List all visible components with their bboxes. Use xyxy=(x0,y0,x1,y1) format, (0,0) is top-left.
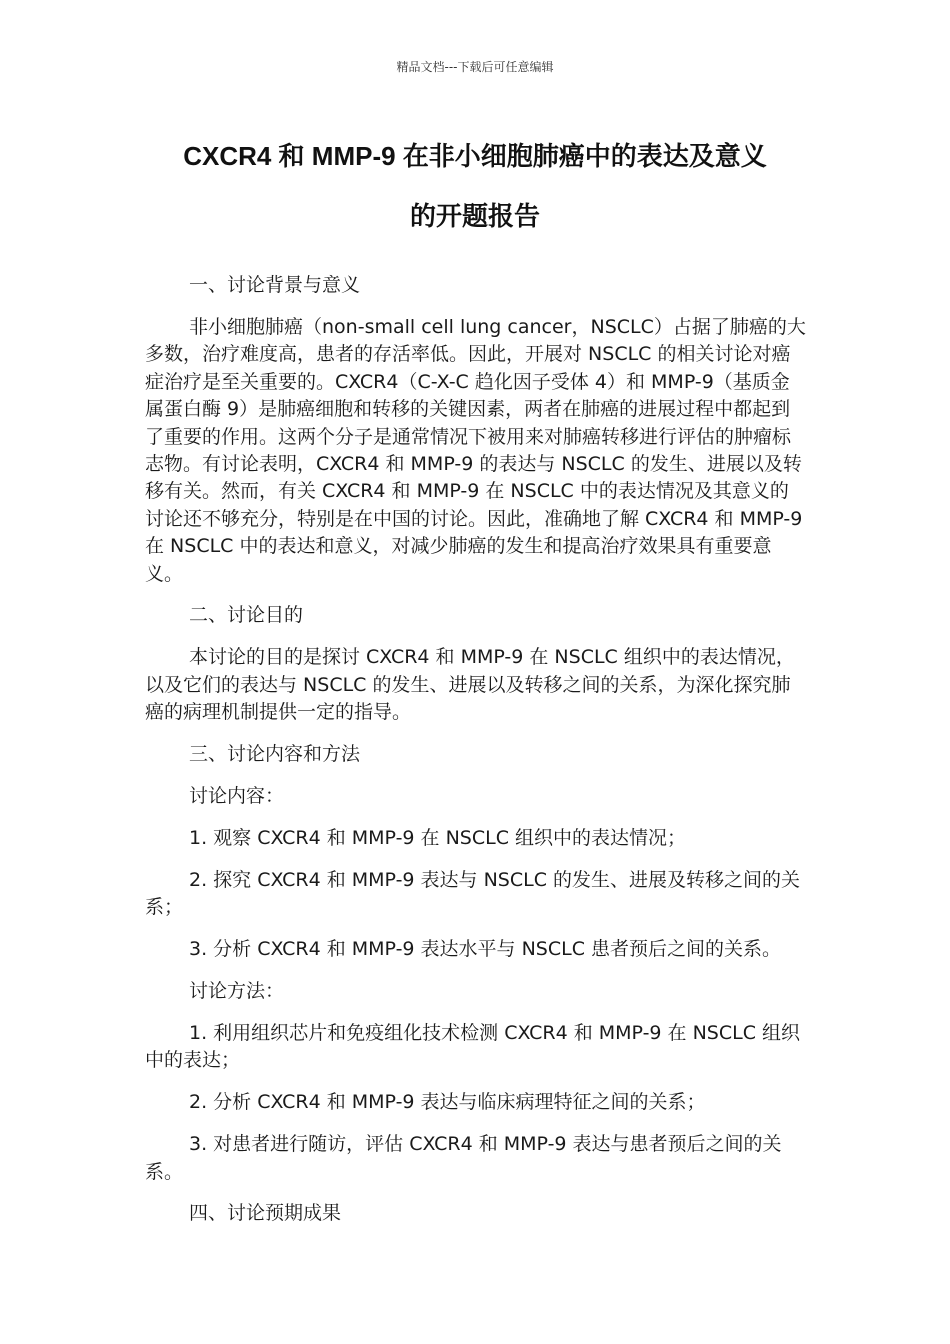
paragraph-background: 非小细胞肺癌（non-small cell lung cancer，NSCLC）占据了肺癌的大多数，治疗难度高，患者的存活率低。因此，开展对 NSCLC 的相关讨论对癌症治疗是至关重要的。CXCR4（C-X-C 趋化因子受体 4）和 MMP-9（基质金属蛋白酶 9）是肺癌细胞和转移的关键因素，两者在肺癌的进展过程中都起到了重要的作用。这两个分子是通常情况下被用来对肺癌转移进行评估的肿瘤标志物。有讨论表明，CXCR4 和 MMP-9 的表达与 NSCLC 的发生、进展以及转移有关。然而，有关 CXCR4 和 MMP-9 在 NSCLC 中的表达情况及其意义的讨论还不够充分，特别是在中国的讨论。因此，准确地了解 CXCR4 和 MMP-9 在 NSCLC 中的表达和意义，对减少肺癌的发生和提高治疗效果具有重要意义。 xyxy=(145,315,806,585)
content-item-2: 2. 探究 CXCR4 和 MMP-9 表达与 NSCLC 的发生、进展及转移之间的关系； xyxy=(145,868,801,919)
method-item-3: 3. 对患者进行随访，评估 CXCR4 和 MMP-9 表达与患者预后之间的关系。 xyxy=(145,1133,782,1183)
content-item-3: 3. 分析 CXCR4 和 MMP-9 表达水平与 NSCLC 患者预后之间的关系。 xyxy=(189,938,782,961)
subheading-content: 讨论内容： xyxy=(189,785,285,807)
document-title-line-2: 的开题报告 xyxy=(409,201,540,231)
paragraph-purpose: 本讨论的目的是探讨 CXCR4 和 MMP-9 在 NSCLC 组织中的表达情况，以及它们的表达与 NSCLC 的发生、进展以及转移之间的关系，为深化探究肺癌的病理机制提供一定的指导。 xyxy=(145,646,795,724)
method-item-1: 1. 利用组织芯片和免疫组化技术检测 CXCR4 和 MMP-9 在 NSCLC 组织中的表达； xyxy=(145,1021,801,1072)
document-body xyxy=(145,272,807,1242)
subheading-methods: 讨论方法： xyxy=(189,980,285,1003)
section-heading-content-methods: 三、讨论内容和方法 xyxy=(189,743,361,766)
section-heading-expected-results: 四、讨论预期成果 xyxy=(189,1202,342,1225)
document-title-line-1: CXCR4 和 MMP-9 在非小细胞肺癌中的表达及意义 xyxy=(183,141,767,171)
method-item-2: 2. 分析 CXCR4 和 MMP-9 表达与临床病理特征之间的关系； xyxy=(189,1091,706,1114)
header-note: 精品文档---下载后可任意编辑 xyxy=(396,60,554,74)
section-heading-background: 一、讨论背景与意义 xyxy=(189,274,361,296)
section-heading-purpose: 二、讨论目的 xyxy=(189,604,304,627)
content-item-1: 1. 观察 CXCR4 和 MMP-9 在 NSCLC 组织中的表达情况； xyxy=(189,826,687,849)
